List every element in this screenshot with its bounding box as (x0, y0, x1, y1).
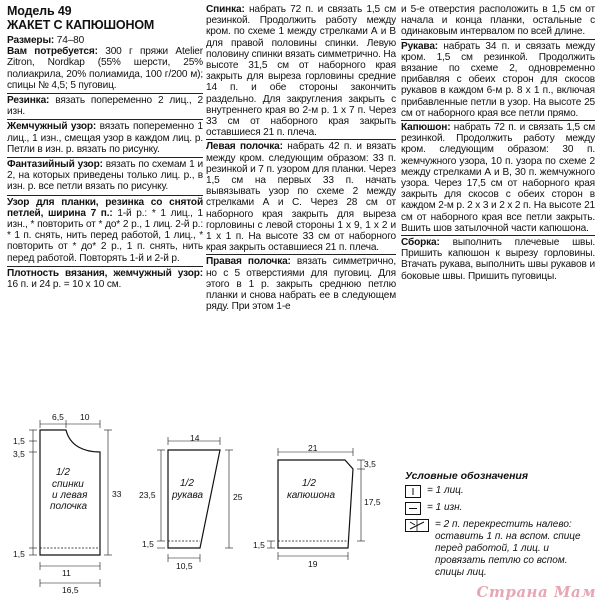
band-pattern-paragraph: Узор для планки, резинка со снятой петлей, ширина 7 п.: 1-й р.: * 1 лиц., 1 изн., * повторить от * до* 2 р., 1 лиц. 2-й р.: * 1 п. снять, нить перед работой, 1 лиц., * повторить от * до* 2 р., 1 п. снять, нить перед работой. Повторять 1-й и 2-й р. (7, 196, 203, 264)
piece-label: 1/2 (180, 478, 194, 489)
body-diagram-labels (13, 412, 122, 595)
dim-label: 14 (190, 433, 200, 443)
dim-label: 6,5 (52, 412, 64, 422)
right-front-paragraph: Правая полочка: вязать симметрично, но с 5 отверстиями для пуговиц. Для этого в 1 р. закрыть среднюю петлю планки и снова набрать ее в следующем ряду. При этом 1-е (206, 256, 396, 313)
left-front-paragraph: Левая полочка: набрать 42 п. и вязать между кром. следующим образом: 33 п. резинкой и 7 п. узором для планки. Через 1,5 см на первых 33 п. начать вывязывать узор по схеме 2 между стрелками А и С. Через 28 см от наборного края закрыть для выреза горловины с левой стороны 1 х 9, 1 х 2 и 1 х 1 п. На высоте 33 см от наборного края закрыть оставшиеся 21 п. плеча. (206, 141, 396, 254)
piece-label: и левая (52, 490, 88, 501)
dim-label: 10 (80, 412, 90, 422)
hood-diagram (267, 448, 365, 560)
sizes-paragraph: Размеры: 74–80 (7, 35, 85, 46)
article-title: ЖАКЕТ С КАПЮШОНОМ (7, 18, 155, 32)
purl-stitch-icon (405, 502, 421, 515)
dim-label: 1,5 (253, 540, 265, 550)
dim-label: 3,5 (13, 449, 25, 459)
dim-label: 11 (62, 568, 71, 578)
density-paragraph: Плотность вязания, жемчужный узор: 16 п. и 24 р. = 10 х 10 см. (7, 267, 203, 291)
piece-label: капюшона (287, 490, 336, 501)
hood-diagram-labels (253, 443, 381, 569)
legend-item-cross (405, 519, 597, 579)
legend-item-purl (405, 502, 597, 515)
legend (405, 470, 597, 583)
piece-label: рукава (172, 490, 204, 501)
dim-label: 1,5 (13, 436, 25, 446)
knit-stitch-icon (405, 485, 421, 498)
hood-paragraph: Капюшон: набрать 72 п. и связать 1,5 см резинкой. Продолжить работу между кром. следующим образом: 30 п. жемчужного узора, 10 п. узора по схеме 2 между стрелками А и В, 30 п. жемчужного узора. Через 17,5 см от наборного края закрыть для скосов с обеих сторон в каждом 2-м р. 2 х 3 и 2 х 2 п. На высоте 21 см от наборного края все петли закрыть. Вшить шов затылочной части капюшона. (401, 122, 595, 234)
dim-label: 10,5 (176, 561, 193, 571)
pearl-pattern-paragraph: Жемчужный узор: вязать попеременно 1 лиц., 1 изн., смещая узор в каждом лиц. р. Петли в изн. р. вязать по рисунку. (7, 121, 203, 155)
fancy-pattern-paragraph: Фантазийный узор: вязать по схемам 1 и 2, на которых приведены только лиц. р., в изн. р. все петли вязать по рисунку. (7, 159, 203, 193)
materials-paragraph: Вам потребуется: 300 г пряжи Atelier Zitron, Nordkap (55% шерсти, 25% полиакрила, 20% полиамида, 100 г/200 м); спицы № 4,5; 5 пуговиц. (7, 46, 203, 91)
legend-item-text: = 1 лиц. (427, 485, 464, 496)
dim-label: 17,5 (364, 497, 381, 507)
assembly-paragraph: Сборка: выполнить плечевые швы. Пришить капюшон к вырезу горловины. Втачать рукава, выполнить швы рукавов и боковые швы. Пришить пуговицы. (401, 237, 595, 282)
dim-label: 3,5 (364, 459, 376, 469)
piece-label: 1/2 (56, 467, 70, 478)
legend-item-text: = 2 п. перекрестить налево: оставить 1 п. на вспом. спице перед работой, 1 лиц. и провязать петлю со вспом. спицы лиц. (435, 519, 581, 578)
model-number: Модель 49 (7, 4, 72, 18)
sleeve-diagram-labels (139, 433, 243, 571)
sleeves-paragraph: Рукава: набрать 34 п. и связать между кром. 1,5 см резинкой. Продолжить вязание по схеме 2, одновременно прибавляя с обеих сторон для скосов рукавов в каждом 6-м р. 8 х 1 п., включая прибавленные петли в узор. На высоте 25 см от наборного края все петли прямо. (401, 40, 595, 119)
back-paragraph: Спинка: набрать 72 п. и связать 1,5 см резинкой. Продолжить работу между кром. по схеме 1 между стрелками А и В для правой половины спинки. Левую половину спинки вязать симметрично. На высоте 31,5 см от наборного края закрыть для выреза горловины средние 14 п. и обе стороны закончить раздельно. Для закругления закрыть с внутреннего края во 2-м р. 1 х 7 п. Через 33 см от наборного края закрыть оставшиеся 21 п. плеча. (206, 4, 396, 139)
dim-label: 19 (308, 559, 318, 569)
piece-label: полочка (50, 501, 88, 512)
legend-item-text: = 1 изн. (427, 502, 463, 513)
dim-label: 23,5 (139, 490, 156, 500)
legend-item-knit (405, 485, 597, 498)
dim-label: 25 (233, 492, 243, 502)
rib-paragraph: Резинка: вязать попеременно 2 лиц., 2 изн. (7, 95, 203, 118)
dim-label: 1,5 (13, 549, 25, 559)
dim-label: 21 (308, 443, 318, 453)
piece-label: спинки (52, 479, 84, 490)
watermark: Страна Мам (476, 583, 596, 601)
piece-label: 1/2 (302, 478, 316, 489)
right-front-continued: и 5-е отверстия расположить в 1,5 см от начала и конца планки, остальные с одинаковым интервалом по всей длине. (401, 4, 595, 38)
dim-label: 33 (112, 489, 122, 499)
dim-label: 1,5 (142, 539, 154, 549)
cross-left-stitch-icon (405, 519, 429, 532)
dim-label: 16,5 (62, 585, 79, 595)
legend-title: Условные обозначения (405, 470, 529, 482)
